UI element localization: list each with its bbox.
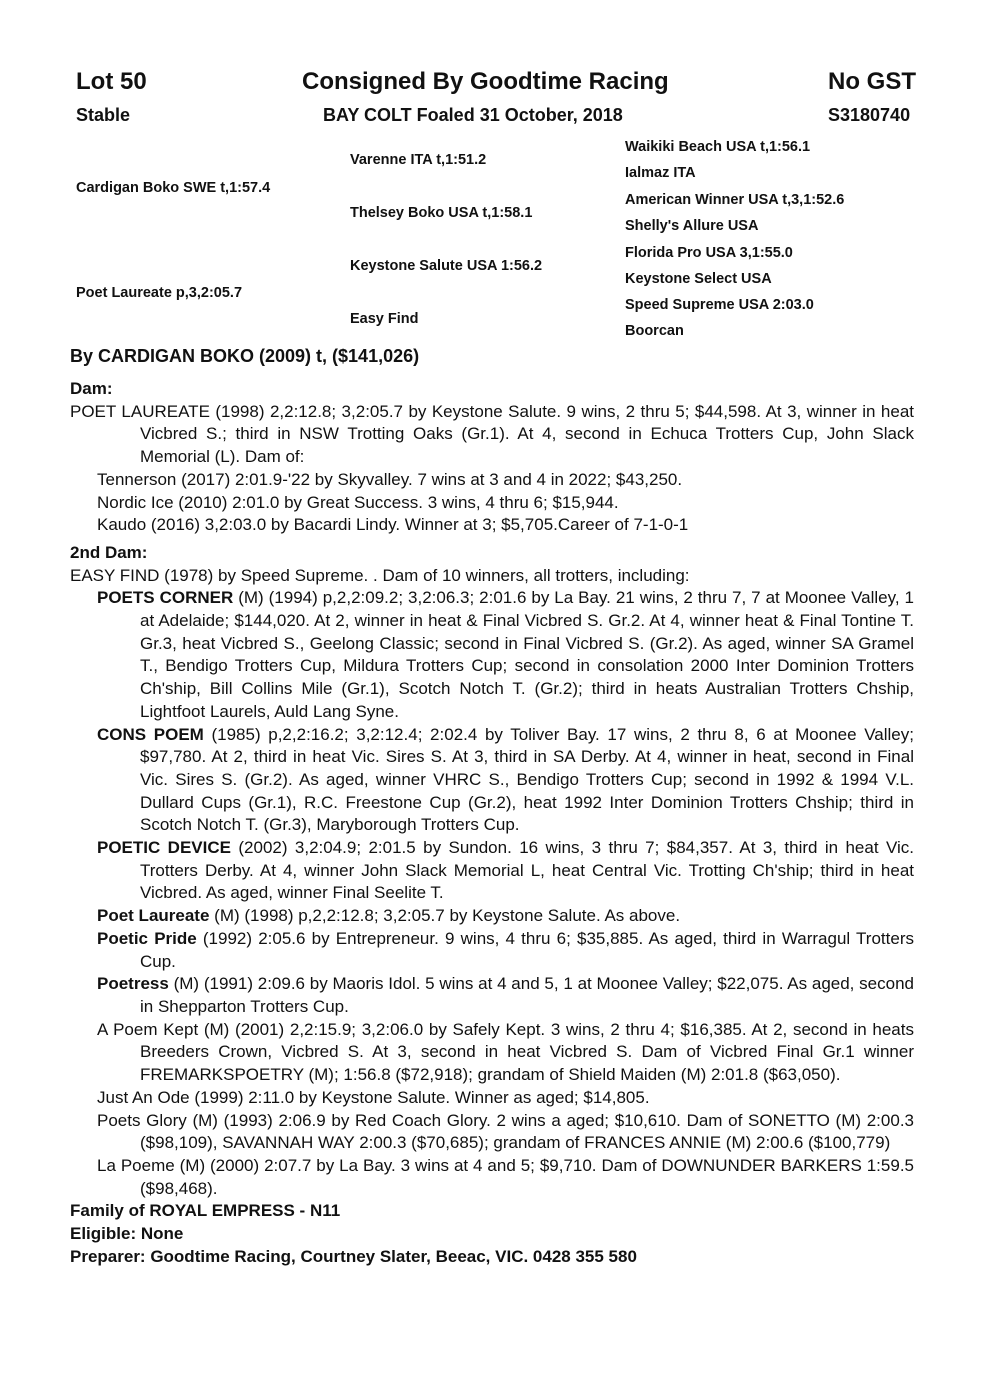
entry-text: (M) (1994) p,2,2:09.2; 3,2:06.3; 2:01.6 by La Bay. 21 wins, 2 thru 7, 7 at Moonee Valley, 1 at Adelaide; $144,020. At 2, winner in heat & Final Vicbred S. Gr.2. At 4, winner heat & Final Tontine T. Gr.3, heat Vicbred S., Geelong Classic; second in Final Vicbred S. (Gr.2). As aged, winner SA Gramel T., Bendigo Trotters Cup, Mildura Trotters Cup; second in consolation 2000 Inter Dominion Trotters Ch'ship, Bill Collins Mile (Gr.1), Scotch Notch T. (Gr.2); third in heats Australian Trotters Chship, Lightfoot Laurels, Auld Lang Syne.: [140, 588, 914, 721]
second-dam-entry: [70, 1155, 914, 1200]
dam-heading: Dam:: [70, 379, 113, 398]
entry-text: (M) (1991) 2:09.6 by Maoris Idol. 5 wins at 4 and 5, 1 at Moonee Valley; $22,075. As aged, second in Shepparton Trotters Cup.: [140, 974, 914, 1016]
horse-description: BAY COLT Foaled 31 October, 2018: [323, 105, 623, 125]
pedigree-gen3-1: Waikiki Beach USA t,1:56.1: [625, 139, 811, 155]
family-line: Family of ROYAL EMPRESS - N11: [70, 1201, 341, 1221]
lot-code: S3180740: [828, 105, 911, 125]
pedigree-gen3-8: Boorcan: [625, 323, 684, 339]
entry-name: POETIC DEVICE: [97, 838, 231, 858]
pedigree-gen3-4: Shelly's Allure USA: [625, 218, 759, 234]
pedigree-gen3-5: Florida Pro USA 3,1:55.0: [625, 245, 793, 261]
second-dam-entry: [70, 1087, 914, 1110]
entry-text: A Poem Kept (M) (2001) 2,2:15.9; 3,2:06.0 by Safely Kept. 3 wins, 2 thru 4; $16,385. At 2, second in heats Breeders Crown, Vicbred S. At 3, second in heat Vicbred S. Dam of Vicbred Final Gr.1 winner FREMARKSPOETRY (M); 1:56.8 ($72,918); grandam of Shield Maiden (M) 2:01.8 ($63,050).: [97, 1019, 914, 1085]
second-dam-entry: [70, 928, 914, 973]
eligible-line: Eligible: None: [70, 1224, 184, 1244]
entry-text: (2002) 3,2:04.9; 2:01.5 by Sundon. 16 wins, 3 thru 7; $84,357. At 3, third in heat Vic. Trotters Derby. At 4, winner John Slack Memorial L, heat Central Vic. Trotting Ch'ship; third in heat Vicbred. As aged, winner Final Seelite T.: [140, 838, 914, 903]
second-dam-entry: [70, 837, 914, 905]
progeny-item: Kaudo (2016) 3,2:03.0 by Bacardi Lindy. Winner at 3; $5,705.Career of 7-1-0-1: [97, 515, 689, 535]
entry-text: (1992) 2:05.6 by Entrepreneur. 9 wins, 4 thru 6; $35,885. As aged, third in Warragul Trotters Cup.: [140, 928, 914, 971]
pedigree-sire-sire: Varenne ITA t,1:51.2: [350, 152, 487, 168]
progeny-item: Tennerson (2017) 2:01.9-'22 by Skyvalley. 7 wins at 3 and 4 in 2022; $43,250.: [97, 469, 683, 489]
second-dam-entry: [70, 1110, 914, 1155]
consignor: Consigned By Goodtime Racing: [302, 68, 669, 95]
dam-paragraph: POET LAUREATE (1998) 2,2:12.8; 3,2:05.7 by Keystone Salute. 9 wins, 2 thru 5; $44,598. At 3, winner in heat Vicbred S.; third in NSW Trotting Oaks (Gr.1). At 4, second in Echuca Trotters Cup, John Slack Memorial (L). Dam of:: [70, 401, 914, 467]
sire-line: By CARDIGAN BOKO (2009) t, ($141,026): [70, 346, 420, 366]
pedigree-gen3-2: Ialmaz ITA: [625, 165, 696, 181]
pedigree-dam: Poet Laureate p,3,2:05.7: [76, 285, 243, 301]
preparer-line: Preparer: Goodtime Racing, Courtney Slater, Beeac, VIC. 0428 355 580: [70, 1246, 637, 1266]
entry-name: Poetress: [97, 974, 169, 994]
entry-name: Poetic Pride: [97, 928, 197, 948]
second-dam-entry: [70, 724, 914, 838]
entry-text: (1985) p,2,2:16.2; 3,2:12.4; 2:02.4 by Toliver Bay. 17 wins, 2 thru 8, 6 at Moonee Valley; $97,780. At 2, third in heat Vic. Sires S. At 3, third in SA Derby. At 4, winner in heat, second in Final Vic. Sires S. (Gr.2). As aged, winner VHRC S., Bendigo Trotters Cup; second in 1992 & 1994 V.L. Dullard Cups (Gr.1), R.C. Freestone Cup (Gr.2), heat 1992 Inter Dominion Trotters Chship; third in Scotch Notch T. (Gr.3), Maryborough Trotters Cup.: [140, 724, 914, 835]
second-dam-entry: [70, 587, 914, 723]
pedigree-sire: Cardigan Boko SWE t,1:57.4: [76, 180, 271, 196]
entry-name: CONS POEM: [97, 724, 204, 744]
second-dam-entry: [70, 1019, 914, 1087]
second-dam-entry: [70, 973, 914, 1018]
catalogue-body: [70, 378, 914, 1268]
pedigree-gen3-6: Keystone Select USA: [625, 271, 772, 287]
lot-number: Lot 50: [76, 68, 147, 95]
entry-text: La Poeme (M) (2000) 2:07.7 by La Bay. 3 wins at 4 and 5; $9,710. Dam of DOWNUNDER BARKERS 1:59.5 ($98,468).: [97, 1155, 914, 1198]
entry-text: Just An Ode (1999) 2:11.0 by Keystone Salute. Winner as aged; $14,805.: [97, 1087, 650, 1107]
gst-status: No GST: [828, 68, 916, 95]
pedigree-dam-sire: Keystone Salute USA 1:56.2: [350, 258, 543, 274]
stable-label: Stable: [76, 105, 131, 125]
entry-name: Poet Laureate: [97, 906, 210, 926]
entry-name: POETS CORNER: [97, 588, 234, 608]
pedigree-gen3-3: American Winner USA t,3,1:52.6: [625, 192, 845, 208]
second-dam-intro: EASY FIND (1978) by Speed Supreme. . Dam of 10 winners, all trotters, including:: [70, 565, 690, 585]
pedigree-gen3-7: Speed Supreme USA 2:03.0: [625, 297, 814, 313]
entry-text: (M) (1998) p,2,2:12.8; 3,2:05.7 by Keystone Salute. As above.: [209, 906, 681, 926]
second-dam-heading: 2nd Dam:: [70, 542, 148, 562]
pedigree-dam-dam: Easy Find: [350, 311, 419, 327]
entry-text: Poets Glory (M) (1993) 2:06.9 by Red Coach Glory. 2 wins a aged; $10,610. Dam of SONETTO (M) 2:00.3 ($98,109), SAVANNAH WAY 2:00.3 ($70,685); grandam of FRANCES ANNIE (M) 2:00.6 ($100,779): [97, 1110, 914, 1153]
progeny-item: Nordic Ice (2010) 2:01.0 by Great Success. 3 wins, 4 thru 6; $15,944.: [97, 492, 619, 512]
pedigree-sire-dam: Thelsey Boko USA t,1:58.1: [350, 205, 533, 221]
second-dam-entry: [70, 905, 914, 928]
